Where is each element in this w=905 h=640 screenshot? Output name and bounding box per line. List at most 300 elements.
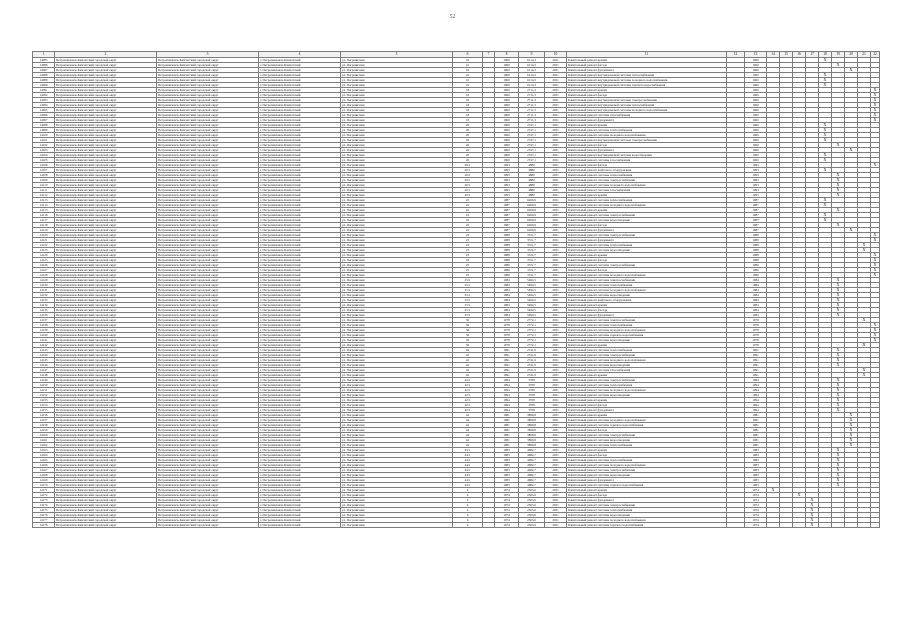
table-cell: Капитальный ремонт крыши — [567, 398, 727, 403]
table-cell: ул. Пограничная — [341, 348, 453, 353]
table-cell: ул. Пограничная — [341, 108, 453, 113]
table-cell: г. Петропавловск-Камчатский — [259, 233, 341, 238]
table-cell: 14149 — [33, 378, 55, 383]
table-cell: 20 — [453, 158, 483, 163]
table-cell: 44/1 — [453, 463, 483, 468]
table-cell: ул. Пограничная — [341, 318, 453, 323]
table-cell: Капитальный ремонт крыши — [567, 193, 727, 198]
table-cell: Петропавловск-Камчатский городской округ — [157, 318, 259, 323]
table-cell: Петропавловск-Камчатский городской округ — [55, 58, 157, 63]
table-cell: Капитальный ремонт фундамента — [567, 228, 727, 233]
table-cell: 2021 — [545, 88, 567, 93]
table-cell: 2021 — [545, 283, 567, 288]
table-cell: Петропавловск-Камчатский городской округ — [157, 88, 259, 93]
table-cell: Капитальный ремонт системы электроснабжения — [567, 318, 727, 323]
table-cell: 1987 — [745, 203, 767, 208]
column-header: 1 — [33, 52, 55, 58]
table-cell: Петропавловск-Камчатский городской округ — [157, 428, 259, 433]
table-cell: г. Петропавловск-Камчатский — [259, 128, 341, 133]
table-cell: X — [832, 183, 845, 188]
table-cell: г. Петропавловск-Камчатский — [259, 163, 341, 168]
table-cell: г. Петропавловск-Камчатский — [259, 423, 341, 428]
table-cell: Петропавловск-Камчатский городской округ — [55, 373, 157, 378]
table-cell: Петропавловск-Камчатский городской округ — [157, 398, 259, 403]
table-cell: 14162 — [33, 443, 55, 448]
column-header: 4 — [259, 52, 341, 58]
table-cell: X — [871, 93, 880, 98]
table-cell: 1983 — [745, 453, 767, 458]
table-cell: Капитальный ремонт фасада — [567, 223, 727, 228]
table-cell: 1994 — [495, 388, 519, 393]
table-cell: г. Петропавловск-Камчатский — [259, 88, 341, 93]
table-cell: 44 — [453, 423, 483, 428]
table-cell: X — [858, 248, 871, 253]
table-cell: 44/1 — [453, 448, 483, 453]
repair-register-table — [32, 51, 880, 528]
table-cell: X — [871, 263, 880, 268]
table-cell: г. Петропавловск-Камчатский — [259, 408, 341, 413]
table-cell: 14114 — [33, 203, 55, 208]
table-cell: Капитальный ремонт крыши — [567, 373, 727, 378]
table-cell: 2363,6 — [519, 503, 545, 508]
table-cell: 14123 — [33, 248, 55, 253]
table-cell: X — [871, 113, 880, 118]
table-cell: ул. Пограничная — [341, 403, 453, 408]
table-cell: 1988 — [745, 248, 767, 253]
table-cell: ул. Пограничная — [341, 448, 453, 453]
table-cell: Петропавловск-Камчатский городской округ — [55, 198, 157, 203]
table-cell: Петропавловск-Камчатский городской округ — [157, 113, 259, 118]
table-cell: 23 — [453, 238, 483, 243]
table-cell: г. Петропавловск-Камчатский — [259, 468, 341, 473]
table-cell: 25/1 — [453, 293, 483, 298]
table-cell: Капитальный ремонт системы водоотведения — [567, 393, 727, 398]
table-cell: X — [832, 298, 845, 303]
table-cell: X — [871, 88, 880, 93]
table-cell: 1993 — [495, 163, 519, 168]
table-cell: 14140 — [33, 333, 55, 338]
table-cell: 1960 — [495, 93, 519, 98]
table-cell: ул. Пограничная — [341, 313, 453, 318]
table-cell: 1960 — [745, 73, 767, 78]
table-cell: X — [832, 378, 845, 383]
table-cell: ул. Пограничная — [341, 263, 453, 268]
table-cell: г. Петропавловск-Камчатский — [259, 288, 341, 293]
table-cell: Капитальный ремонт фасада — [567, 258, 727, 263]
table-cell: Капитальный ремонт крыши — [567, 88, 727, 93]
table-cell: 1974 — [495, 523, 519, 528]
table-cell: Капитальный ремонт системы газоснабжения — [567, 158, 727, 163]
table-cell: 14089 — [33, 78, 55, 83]
table-cell: Петропавловск-Камчатский городской округ — [157, 193, 259, 198]
table-cell: Петропавловск-Камчатский городской округ — [55, 328, 157, 333]
table-cell: ул. Пограничная — [341, 153, 453, 158]
table-cell: Петропавловск-Камчатский городской округ — [157, 143, 259, 148]
table-cell: X — [871, 118, 880, 123]
column-header: 21 — [858, 52, 871, 58]
table-cell: 44 — [453, 428, 483, 433]
table-cell: 5494,5 — [519, 283, 545, 288]
table-cell: 2772,1 — [519, 333, 545, 338]
table-cell: 2021 — [545, 383, 567, 388]
table-cell: ул. Пограничная — [341, 223, 453, 228]
table-cell: Петропавловск-Камчатский городской округ — [55, 333, 157, 338]
table-cell: г. Петропавловск-Камчатский — [259, 153, 341, 158]
table-cell: 2021 — [545, 458, 567, 463]
table-cell: Капитальный ремонт системы холодного водоснабжения — [567, 358, 727, 363]
table-cell: 1991 — [745, 353, 767, 358]
table-cell: 42 — [453, 368, 483, 373]
table-cell: 1960 — [745, 133, 767, 138]
table-cell: ул. Пограничная — [341, 508, 453, 513]
table-cell: Капитальный ремонт фундамента — [567, 238, 727, 243]
table-cell: 14098 — [33, 123, 55, 128]
table-cell: 23 — [453, 243, 483, 248]
table-cell: 2021 — [545, 253, 567, 258]
table-cell: 2021 — [545, 208, 567, 213]
table-cell: 14158 — [33, 423, 55, 428]
table-cell: X — [871, 238, 880, 243]
table-cell: 1984 — [745, 288, 767, 293]
table-cell: X — [858, 343, 871, 348]
table-cell: 4880 — [519, 193, 545, 198]
table-cell: Петропавловск-Камчатский городской округ — [55, 238, 157, 243]
table-cell: 1981 — [745, 413, 767, 418]
table-cell: 44/1 — [453, 468, 483, 473]
table-cell: 2021 — [545, 433, 567, 438]
table-cell: г. Петропавловск-Камчатский — [259, 443, 341, 448]
table-cell: 36 — [453, 318, 483, 323]
table-cell: 2711,3 — [519, 103, 545, 108]
table-cell: ул. Пограничная — [341, 343, 453, 348]
table-cell: Петропавловск-Камчатский городской округ — [55, 158, 157, 163]
table-cell: 14094 — [33, 103, 55, 108]
table-cell: Петропавловск-Камчатский городской округ — [157, 383, 259, 388]
table-cell: 1960 — [495, 103, 519, 108]
table-cell: 2741,9 — [519, 358, 545, 363]
table-cell: 14143 — [33, 348, 55, 353]
table-cell: 1994 — [745, 408, 767, 413]
table-cell: 14116 — [33, 213, 55, 218]
table-cell: Капитальный ремонт системы газоснабжения — [567, 368, 727, 373]
table-cell: X — [845, 443, 858, 448]
table-cell: 1984 — [745, 293, 767, 298]
table-cell: 1960 — [495, 138, 519, 143]
table-cell: Петропавловск-Камчатский городской округ — [55, 418, 157, 423]
table-cell: 5494,5 — [519, 313, 545, 318]
table-cell: X — [832, 353, 845, 358]
table-cell: 14092 — [33, 93, 55, 98]
table-cell: ул. Пограничная — [341, 123, 453, 128]
table-cell: Капитальный ремонт системы теплоснабжения — [567, 323, 727, 328]
table-cell: 2711,3 — [519, 88, 545, 93]
table-cell: 16 — [453, 78, 483, 83]
table-cell: г. Петропавловск-Камчатский — [259, 413, 341, 418]
table-cell: Капитальный ремонт крыши — [567, 488, 727, 493]
table-cell: Петропавловск-Камчатский городской округ — [55, 318, 157, 323]
table-cell: 14141 — [33, 338, 55, 343]
table-cell: ул. Пограничная — [341, 433, 453, 438]
table-cell: 1960 — [495, 118, 519, 123]
table-cell: 2021 — [545, 138, 567, 143]
table-cell: г. Петропавловск-Камчатский — [259, 278, 341, 283]
table-cell: 2021 — [545, 128, 567, 133]
table-cell: 2021 — [545, 158, 567, 163]
table-cell: Петропавловск-Камчатский городской округ — [55, 98, 157, 103]
table-cell: 42/1 — [453, 408, 483, 413]
table-cell: 4682,7 — [519, 483, 545, 488]
table-cell: ул. Пограничная — [341, 303, 453, 308]
table-cell: г. Петропавловск-Камчатский — [259, 273, 341, 278]
table-cell: 1974 — [495, 508, 519, 513]
column-header: 19 — [832, 52, 845, 58]
table-cell: Петропавловск-Камчатский городской округ — [157, 408, 259, 413]
table-cell: Петропавловск-Камчатский городской округ — [157, 158, 259, 163]
table-cell: 1960 — [495, 63, 519, 68]
table-cell: 2747,1 — [519, 143, 545, 148]
table-cell: Капитальный ремонт системы теплоснабжения — [567, 173, 727, 178]
table-cell: Петропавловск-Камчатский городской округ — [157, 243, 259, 248]
table-cell: 2741,9 — [519, 363, 545, 368]
table-cell: Петропавловск-Камчатский городской округ — [157, 263, 259, 268]
table-cell: 2021 — [545, 63, 567, 68]
table-cell: Петропавловск-Камчатский городской округ — [157, 128, 259, 133]
table-cell: г. Петропавловск-Камчатский — [259, 223, 341, 228]
table-cell: 1960 — [495, 88, 519, 93]
table-cell: 2021 — [545, 163, 567, 168]
table-cell: 1981 — [495, 413, 519, 418]
table-cell: 1988 — [495, 243, 519, 248]
table-cell: Петропавловск-Камчатский городской округ — [157, 203, 259, 208]
table-cell: 2021 — [545, 103, 567, 108]
table-cell: г. Петропавловск-Камчатский — [259, 388, 341, 393]
table-cell: 1994 — [745, 403, 767, 408]
table-cell: г. Петропавловск-Камчатский — [259, 228, 341, 233]
table-cell: 6269,9 — [519, 203, 545, 208]
table-cell: Петропавловск-Камчатский городской округ — [55, 178, 157, 183]
table-cell: ул. Пограничная — [341, 243, 453, 248]
table-cell: Капитальный ремонт системы теплоснабжения — [567, 383, 727, 388]
table-cell: 3721,7 — [519, 238, 545, 243]
table-cell: 16 — [453, 58, 483, 63]
table-cell: 2021 — [545, 288, 567, 293]
table-cell: Петропавловск-Камчатский городской округ — [157, 443, 259, 448]
table-cell: 18 — [453, 98, 483, 103]
table-cell — [832, 523, 845, 528]
table-cell: X — [832, 458, 845, 463]
table-cell: 2021 — [545, 248, 567, 253]
table-cell: 14126 — [33, 263, 55, 268]
table-cell: Капитальный ремонт системы холодного водоснабжения — [567, 418, 727, 423]
table-cell: X — [832, 468, 845, 473]
table-cell: 5494,5 — [519, 303, 545, 308]
table-cell: X — [871, 323, 880, 328]
table-cell: 1991 — [745, 358, 767, 363]
table-cell: X — [871, 98, 880, 103]
table-cell: 2711,3 — [519, 118, 545, 123]
table-cell: 1960 — [745, 143, 767, 148]
table-cell: г. Петропавловск-Камчатский — [259, 418, 341, 423]
table-cell: 1987 — [745, 223, 767, 228]
table-cell: Петропавловск-Камчатский городской округ — [55, 343, 157, 348]
table-cell: Петропавловск-Камчатский городской округ — [55, 448, 157, 453]
table-cell: 2021 — [545, 233, 567, 238]
table-cell: 1981 — [745, 428, 767, 433]
table-cell: X — [871, 233, 880, 238]
table-cell: 1960 — [745, 123, 767, 128]
table-cell: 1960 — [495, 113, 519, 118]
table-cell: 1960 — [745, 83, 767, 88]
table-cell: 2363,6 — [519, 508, 545, 513]
table-cell: 2772,1 — [519, 323, 545, 328]
table-cell: г. Петропавловск-Камчатский — [259, 213, 341, 218]
table-cell: 20 — [453, 133, 483, 138]
table-cell: 16 — [453, 73, 483, 78]
table-cell: 4682,7 — [519, 473, 545, 478]
table-cell: 2021 — [545, 308, 567, 313]
table-cell: 2747,1 — [519, 133, 545, 138]
table-cell: Петропавловск-Камчатский городской округ — [157, 413, 259, 418]
table-cell: Капитальный ремонт системы теплоснабжения — [567, 508, 727, 513]
table-cell: 2021 — [545, 333, 567, 338]
table-cell: г. Петропавловск-Камчатский — [259, 283, 341, 288]
table-cell: Капитальный ремонт фасада — [567, 493, 727, 498]
table-cell: 2021 — [545, 493, 567, 498]
table-cell: Капитальный ремонт крыши — [567, 413, 727, 418]
table-cell: Капитальный ремонт фасада — [567, 93, 727, 98]
table-cell: 20/1 — [453, 168, 483, 173]
table-cell: 3899,8 — [519, 418, 545, 423]
table-cell: 1984 — [495, 313, 519, 318]
table-cell: Петропавловск-Камчатский городской округ — [157, 513, 259, 518]
table-cell: 1960 — [495, 133, 519, 138]
table-cell: 14085 — [33, 58, 55, 63]
table-cell: Петропавловск-Камчатский городской округ — [55, 523, 157, 528]
table-cell: 1991 — [745, 368, 767, 373]
table-cell: X — [871, 163, 880, 168]
table-cell: Петропавловск-Камчатский городской округ — [157, 438, 259, 443]
table-cell: Петропавловск-Камчатский городской округ — [157, 228, 259, 233]
table-cell: Капитальный ремонт крыши — [567, 253, 727, 258]
table-cell: 16 — [453, 83, 483, 88]
table-cell: г. Петропавловск-Камчатский — [259, 253, 341, 258]
table-cell: X — [845, 228, 858, 233]
table-cell: Петропавловск-Камчатский городской округ — [55, 513, 157, 518]
table-cell: 6114,3 — [519, 83, 545, 88]
table-cell: 1993 — [495, 178, 519, 183]
table-cell: Капитальный ремонт системы водоотведения — [567, 218, 727, 223]
table-cell: 1994 — [495, 403, 519, 408]
table-cell: Петропавловск-Камчатский городской округ — [157, 478, 259, 483]
table-cell: 2021 — [545, 223, 567, 228]
table-cell: Петропавловск-Камчатский городской округ — [55, 493, 157, 498]
table-cell: Петропавловск-Камчатский городской округ — [157, 233, 259, 238]
table-cell: г. Петропавловск-Камчатский — [259, 218, 341, 223]
table-cell: X — [819, 58, 832, 63]
table-cell: Петропавловск-Камчатский городской округ — [55, 313, 157, 318]
table-cell: Капитальный ремонт крыши — [567, 448, 727, 453]
table-cell: 20/1 — [453, 163, 483, 168]
table-cell — [845, 523, 858, 528]
table-cell: Капитальный ремонт системы холодного водоснабжения — [567, 518, 727, 523]
table-cell: Петропавловск-Камчатский городской округ — [157, 483, 259, 488]
table-cell: 25/1 — [453, 288, 483, 293]
table-cell: Петропавловск-Камчатский городской округ — [157, 198, 259, 203]
table-cell: 2021 — [545, 113, 567, 118]
table-cell: 4880 — [519, 173, 545, 178]
table-cell: 14163 — [33, 448, 55, 453]
table-cell: Петропавловск-Камчатский городской округ — [157, 123, 259, 128]
table-cell: Петропавловск-Камчатский городской округ — [157, 393, 259, 398]
table-cell: 1984 — [745, 278, 767, 283]
table-cell: 44/1 — [453, 458, 483, 463]
table-cell: Капитальный ремонт внутридомовой системы водоотведения — [567, 153, 727, 158]
table-cell: Петропавловск-Камчатский городской округ — [157, 458, 259, 463]
table-cell: 4682,7 — [519, 478, 545, 483]
table-cell: г. Петропавловск-Камчатский — [259, 108, 341, 113]
table-cell: X — [832, 463, 845, 468]
table-cell: 1960 — [495, 108, 519, 113]
table-cell: 6 — [453, 498, 483, 503]
table-cell: X — [832, 208, 845, 213]
table-cell: 2021 — [545, 213, 567, 218]
table-cell: X — [832, 223, 845, 228]
table-cell: X — [819, 218, 832, 223]
table-cell: 2021 — [545, 503, 567, 508]
table-cell: 14137 — [33, 318, 55, 323]
table-cell: 2021 — [545, 93, 567, 98]
table-cell: г. Петропавловск-Камчатский — [259, 508, 341, 513]
table-cell: 20 — [453, 148, 483, 153]
table-cell: X — [832, 393, 845, 398]
table-cell: г. Петропавловск-Камчатский — [259, 148, 341, 153]
table-cell: Петропавловск-Камчатский городской округ — [55, 508, 157, 513]
table-cell: 2021 — [545, 133, 567, 138]
table-cell: 1960 — [495, 148, 519, 153]
table-cell: Петропавловск-Камчатский городской округ — [157, 183, 259, 188]
table-cell: 2021 — [545, 243, 567, 248]
table-cell: г. Петропавловск-Камчатский — [259, 188, 341, 193]
table-cell: г. Петропавловск-Камчатский — [259, 258, 341, 263]
table-cell: ул. Пограничная — [341, 58, 453, 63]
table-cell: 1974 — [745, 493, 767, 498]
table-cell: X — [858, 373, 871, 378]
table-cell: 1984 — [745, 303, 767, 308]
table-cell: 1984 — [495, 298, 519, 303]
table-cell: ул. Пограничная — [341, 68, 453, 73]
table-cell: г. Петропавловск-Камчатский — [259, 298, 341, 303]
table-cell: ул. Пограничная — [341, 378, 453, 383]
table-cell: 1983 — [745, 478, 767, 483]
table-cell: 5494,5 — [519, 278, 545, 283]
table-cell: Петропавловск-Камчатский городской округ — [55, 288, 157, 293]
table-cell: 4682,7 — [519, 448, 545, 453]
table-cell: Петропавловск-Камчатский городской округ — [55, 88, 157, 93]
table-cell: 1978 — [745, 343, 767, 348]
table-cell: 14150 — [33, 383, 55, 388]
table-cell: 1991 — [495, 373, 519, 378]
table-cell: 22 — [453, 228, 483, 233]
table-cell: 1983 — [495, 453, 519, 458]
table-cell: Капитальный ремонт системы теплоснабжения — [567, 243, 727, 248]
table-cell: 6269,9 — [519, 213, 545, 218]
table-cell: 20/1 — [453, 183, 483, 188]
table-cell: 23 — [453, 248, 483, 253]
table-cell: 2021 — [545, 143, 567, 148]
table-cell: Петропавловск-Камчатский городской округ — [55, 243, 157, 248]
table-cell: ул. Пограничная — [341, 353, 453, 358]
table-cell: 1986 — [745, 268, 767, 273]
